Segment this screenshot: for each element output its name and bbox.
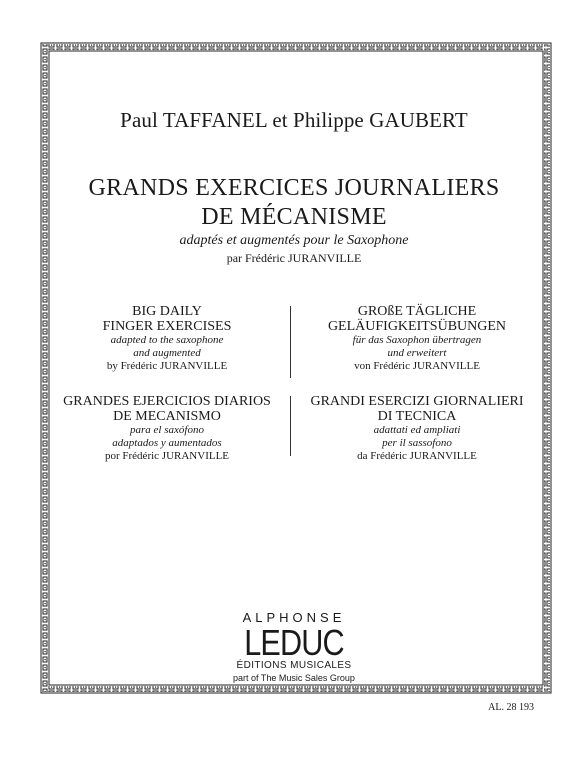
german-by: von Frédéric JURANVILLE <box>354 360 480 372</box>
column-divider-bottom <box>290 396 291 456</box>
english-by: by Frédéric JURANVILLE <box>106 360 228 372</box>
italian-title-line1: GRANDI ESERCIZI GIORNALIERI <box>310 394 524 409</box>
german-title-line1: GROßE TÄGLICHE <box>357 304 477 319</box>
spanish-by: por Frédéric JURANVILLE <box>104 450 230 462</box>
english-note2: and augmented <box>133 347 201 359</box>
publisher-logo-top: ALPHONSE <box>242 610 346 625</box>
italian-title-line2: DI TECNICA <box>377 409 457 424</box>
english-note1: adapted to the saxophone <box>110 334 224 346</box>
main-title-line1: GRANDS EXERCICES JOURNALIERS <box>88 175 500 201</box>
spanish-title-line1: GRANDES EJERCICIOS DIARIOS <box>63 394 271 409</box>
spanish-title-line2: DE MECANISMO <box>113 409 221 424</box>
spanish-note2: adaptados y aumentados <box>112 437 222 449</box>
publisher-editions: ÉDITIONS MUSICALES <box>236 660 352 671</box>
italian-by: da Frédéric JURANVILLE <box>357 450 477 462</box>
translation-german <box>292 304 542 373</box>
publisher-group: part of The Music Sales Group <box>233 673 355 683</box>
translation-english <box>42 304 292 373</box>
english-title-line2: FINGER EXERCISES <box>102 319 232 334</box>
german-title-line2: GELÄUFIGKEITSÜBUNGEN <box>327 319 507 334</box>
main-subtitle: adaptés et augmentés pour le Saxophone <box>179 233 409 248</box>
publisher-logo-name: LEDUC <box>244 622 344 663</box>
german-note2: und erweitert <box>387 347 447 359</box>
english-title-line1: BIG DAILY <box>132 304 202 319</box>
translation-spanish <box>42 394 292 463</box>
translation-italian <box>292 394 542 463</box>
authors: Paul TAFFANEL et Philippe GAUBERT <box>120 108 468 132</box>
italian-note2: per il sassofono <box>382 437 452 449</box>
main-title-line2: DE MÉCANISME <box>201 204 387 230</box>
italian-note1: adattati ed ampliati <box>373 424 461 436</box>
catalog-number: AL. 28 193 <box>488 702 534 713</box>
german-note1: für das Saxophon übertragen <box>352 334 482 346</box>
column-divider-top <box>290 306 291 378</box>
main-arranger: par Frédéric JURANVILLE <box>226 251 362 265</box>
spanish-note1: para el saxófono <box>130 424 204 436</box>
